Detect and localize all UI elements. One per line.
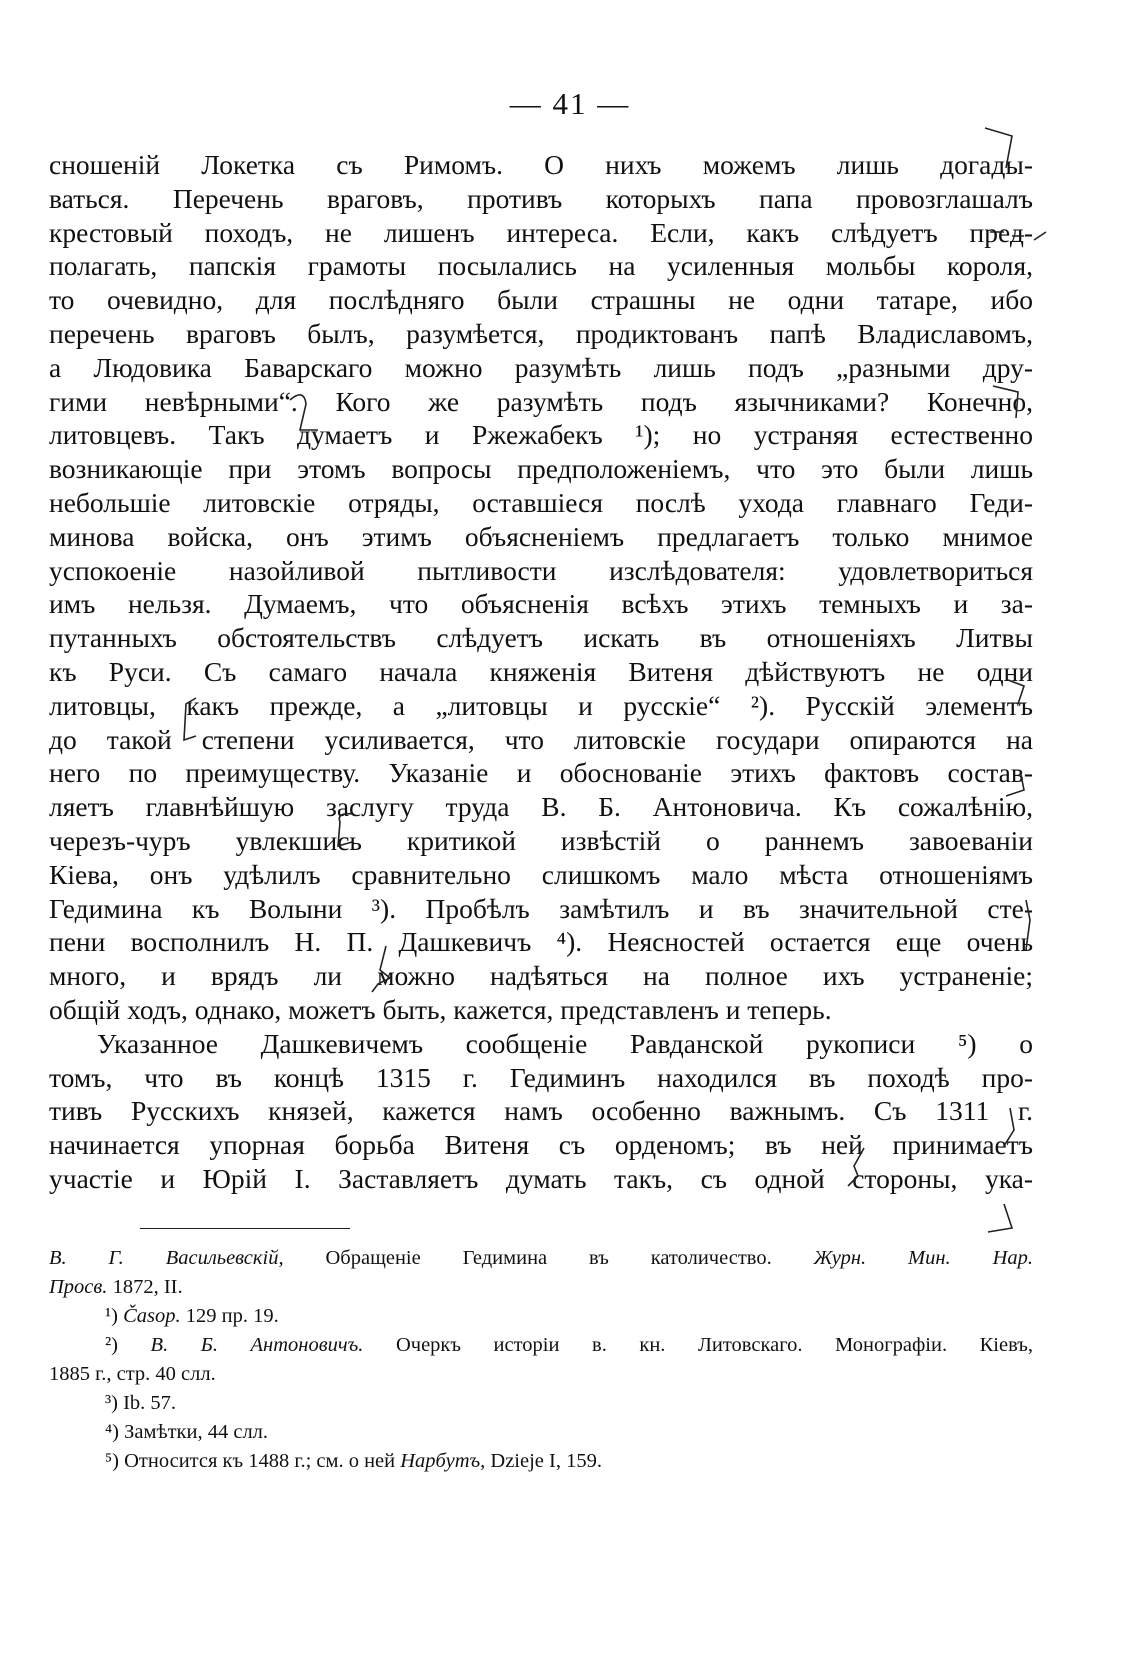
text-line: перечень враговъ былъ, разумѣется, продиктованъ папѣ Владиславомъ, [49,317,1033,349]
text-line: имъ нельзя. Думаемъ, что объясненія всѣхъ этихъ темныхъ и за- [49,588,1033,620]
footnote-rule [140,1228,350,1229]
text-line: минова войска, онъ этимъ объясненіемъ предлагаетъ только мнимое [49,520,1033,552]
footnote-text: 129 пр. 19. [180,1305,279,1327]
footnote-text: Очеркъ исторіи в. кн. Литовскаго. Монографіи. Кіевъ, [363,1334,1033,1356]
footnotes [49,1244,1033,1476]
source-author: В. Г. Васильевскій, [49,1247,284,1269]
text-line: литовцы, какъ прежде, а „литовцы и русскіе“ ²). Русскій элементъ [49,689,1033,721]
footnote-4 [49,1418,1033,1447]
margin-bracket-mark [988,1204,1012,1232]
text-line: тивъ Русскихъ князей, кажется намъ особенно важнымъ. Съ 1311 г. [49,1095,1033,1127]
text-line: то очевидно, для послѣдняго были страшны не одни татаре, ибо [49,284,1033,316]
main-text [49,148,1033,1196]
footnote-1 [49,1302,1033,1331]
text-line: начинается упорная борьба Витеня съ орденомъ; въ ней принимаетъ [49,1129,1033,1161]
source-note-line-2 [49,1273,1033,1302]
text-line: Гедимина къ Волыни ³). Пробѣлъ замѣтилъ и въ значительной сте- [49,892,1033,924]
footnote-3 [49,1389,1033,1418]
footnote-mark: ²) [105,1334,118,1356]
text-line: томъ, что въ концѣ 1315 г. Гедиминъ находился въ походѣ про- [49,1061,1033,1093]
text-line: литовцевъ. Такъ думаетъ и Ржежабекъ ¹); но устраняя естественно [49,419,1033,451]
source-journal-2: Просв. [49,1276,108,1298]
footnote-mark: ⁵) [105,1450,119,1472]
text-line: крестовый походъ, не лишенъ интереса. Если, какъ слѣдуетъ пред- [49,216,1033,248]
text-line: Кіева, онъ удѣлилъ сравнительно слишкомъ мало мѣста отношеніямъ [49,858,1033,890]
footnote-2 [49,1331,1033,1360]
footnote-italic: В. Б. Антоновичъ. [150,1334,364,1356]
text-line: него по преимуществу. Указаніе и обоснованіе этихъ фактовъ состав- [49,757,1033,789]
text-line: ляетъ главнѣйшую заслугу труда В. Б. Антоновича. Къ сожалѣнію, [49,791,1033,823]
footnote-mark: ³) [105,1392,118,1414]
source-journal: Журн. Мин. Нар. [813,1247,1033,1269]
text-line: путанныхъ обстоятельствъ слѣдуетъ искать въ отношеніяхъ Литвы [49,622,1033,654]
source-title: Обращеніе Гедимина въ католичество. [283,1247,814,1269]
text-line: сношеній Локетка съ Римомъ. О нихъ можемъ лишь догады- [49,149,1033,180]
footnote-5 [49,1447,1033,1476]
text-line: черезъ-чуръ увлекшись критикой извѣстій о раннемъ завоеваніи [49,824,1033,856]
text-line: Указанное Дашкевичемъ сообщеніе Равданской рукописи ⁵) о [97,1027,1033,1059]
footnote-italic: Časop. [123,1305,181,1327]
text-line: общій ходъ, однако, можетъ быть, кажется, представленъ и теперь. [49,993,832,1025]
footnote-italic: Нарбутъ, [400,1450,486,1472]
text-line: полагать, папскія грамоты посылались на усиленныя мольбы короля, [49,250,1033,282]
source-rest: 1872, II. [107,1276,183,1298]
source-note-line-1 [49,1244,1033,1273]
footnote-text: 1885 г., стр. 40 слл. [49,1363,216,1385]
footnote-text: Dzieje I, 159. [485,1450,602,1472]
text-line: небольшіе литовскіе отряды, оставшіеся послѣ ухода главнаго Геди- [49,486,1033,518]
text-line: возникающіе при этомъ вопросы предположеніемъ, что это были лишь [49,453,1033,485]
text-line: а Людовика Баварскаго можно разумѣть лишь подъ „разными дру- [49,351,1033,383]
footnote-text: Замѣтки, 44 слл. [118,1421,269,1443]
text-line: успокоеніе назойливой пытливости изслѣдователя: удовлетвориться [49,554,1033,586]
footnote-text: Относится къ 1488 г.; см. о ней [118,1450,401,1472]
text-line: ваться. Перечень враговъ, противъ которыхъ папа провозглашалъ [49,182,1033,214]
text-line: къ Руси. Съ самаго начала княженія Витеня дѣйствуютъ не одни [49,655,1033,687]
footnote-mark: ¹) [105,1305,118,1327]
footnote-2-cont [49,1360,1033,1389]
page-number: — 41 — [509,86,631,121]
footnote-mark: ⁴) [105,1421,119,1443]
text-line: участіе и Юрій I. Заставляетъ думать такъ, съ одной стороны, ука- [49,1162,1033,1194]
text-line: много, и врядъ ли можно надѣяться на полное ихъ устраненіе; [49,960,1033,992]
text-line: гими невѣрными“. Кого же разумѣть подъ язычниками? Конечно, [49,385,1033,417]
text-line: до такой степени усиливается, что литовскіе государи опираются на [49,723,1033,755]
text-line: пени восполнилъ Н. П. Дашкевичъ ⁴). Неясностей остается еще очень [49,926,1033,958]
footnote-text: Ib. 57. [117,1392,177,1414]
